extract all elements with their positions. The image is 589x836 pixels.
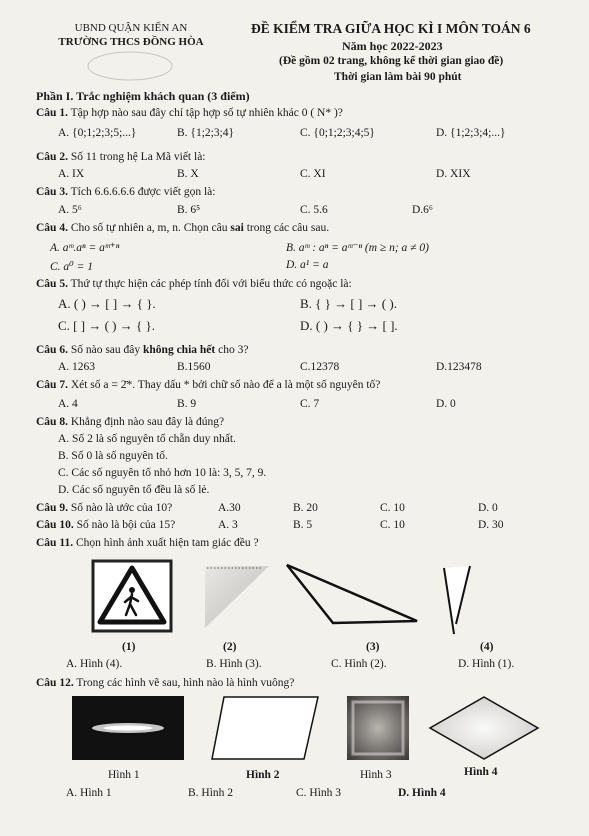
- option-2c[interactable]: C. XI: [300, 168, 326, 180]
- question-text: Số 11 trong hệ La Mã viết là:: [70, 151, 206, 163]
- school-district: UBND QUẬN KIẾN AN: [74, 22, 188, 34]
- option-9d[interactable]: D. 0: [478, 502, 498, 514]
- figure-12-3-label: Hình 3: [360, 769, 392, 781]
- option-7d[interactable]: D. 0: [436, 398, 456, 410]
- option-9b[interactable]: B. 20: [293, 502, 318, 514]
- figure-3-obtuse-triangle: [275, 563, 435, 627]
- option-6b[interactable]: B.1560: [177, 361, 211, 373]
- option-12b[interactable]: B. Hình 2: [188, 787, 234, 799]
- question-text: Tích 6.6.6.6.6 được viết gọn là:: [70, 186, 216, 198]
- question-text: Số nào là bội của 15?: [76, 519, 176, 531]
- page-note: (Đề gồm 02 trang, không kể thời gian giao đề): [279, 55, 504, 67]
- figure-12-1-label: Hình 1: [108, 769, 140, 781]
- exam-title: ĐỀ KIỂM TRA GIỮA HỌC KÌ I MÔN TOÁN 6: [251, 21, 531, 36]
- exam-time: Thời gian làm bài 90 phút: [334, 71, 462, 83]
- question-4: [36, 222, 329, 234]
- question-8: [36, 416, 224, 428]
- option-5b[interactable]: B. { } → [ ] → ( ).: [300, 296, 397, 311]
- figure-3-label: (3): [366, 641, 380, 653]
- question-label: Câu 4.: [36, 222, 68, 234]
- option-2d[interactable]: D. XIX: [436, 168, 471, 180]
- option-1a[interactable]: A. {0;1;2;3;5;...}: [58, 127, 137, 139]
- question-text-pre: Cho số tự nhiên a, m, n. Chọn câu: [70, 222, 231, 234]
- option-4d[interactable]: D. a¹ = a: [286, 259, 329, 271]
- question-label: Câu 1.: [36, 107, 68, 119]
- option-5d[interactable]: D. ( ) → { } → [ ].: [300, 318, 398, 333]
- option-3b[interactable]: B. 6⁵: [177, 204, 201, 216]
- figure-12-1-dark-rectangle: [72, 696, 184, 760]
- option-3a[interactable]: A. 5⁶: [58, 204, 82, 216]
- question-text: Số nào là ước của 10?: [70, 502, 173, 514]
- question-2: [36, 151, 206, 163]
- question-label: Câu 7.: [36, 379, 68, 391]
- school-year: Năm học 2022-2023: [342, 39, 443, 53]
- question-text: Khẳng định nào sau đây là đúng?: [70, 416, 225, 428]
- question-label: Câu 8.: [36, 416, 68, 428]
- question-text: Xét số a = 2̄*. Thay dấu * bởi chữ số nào để a là một số nguyên tố?: [70, 379, 381, 391]
- question-text: Chọn hình ảnh xuất hiện tam giác đều ?: [75, 537, 259, 549]
- school-name: TRƯỜNG THCS ĐỒNG HÒA: [58, 36, 204, 48]
- question-label: Câu 11.: [36, 537, 74, 549]
- option-3d[interactable]: D.6⁶: [412, 204, 433, 216]
- option-6a[interactable]: A. 1263: [58, 361, 96, 373]
- question-text-emphasis: sai: [230, 222, 244, 234]
- option-10a[interactable]: A. 3: [218, 519, 238, 531]
- figure-12-2-label: Hình 2: [246, 769, 280, 781]
- question-text-post: cho 3?: [215, 344, 249, 356]
- option-8b[interactable]: B. Số 0 là số nguyên tố.: [58, 450, 168, 462]
- figure-4-acute-shape: [442, 562, 488, 642]
- question-label: Câu 2.: [36, 151, 68, 163]
- option-6c[interactable]: C.12378: [300, 361, 340, 373]
- option-10d[interactable]: D. 30: [478, 519, 504, 531]
- option-7c[interactable]: C. 7: [300, 398, 320, 410]
- figure-12-4-rhombus: [428, 695, 540, 761]
- figure-2-triangle-ruler: [203, 562, 273, 630]
- option-9a[interactable]: A.30: [218, 502, 241, 514]
- option-11a[interactable]: A. Hình (4).: [66, 658, 123, 670]
- option-1b[interactable]: B. {1;2;3;4}: [177, 127, 235, 139]
- option-11c[interactable]: C. Hình (2).: [331, 658, 387, 670]
- option-1c[interactable]: C. {0;1;2;3;4;5}: [300, 127, 375, 139]
- figure-12-4-label: Hình 4: [464, 766, 498, 778]
- question-label: Câu 6.: [36, 344, 68, 356]
- question-5: [36, 278, 352, 290]
- question-label: Câu 3.: [36, 186, 68, 198]
- option-3c[interactable]: C. 5.6: [300, 204, 328, 216]
- figure-1-label: (1): [122, 641, 136, 653]
- question-12: [36, 677, 294, 689]
- question-1: [36, 107, 343, 119]
- question-7: [36, 379, 380, 391]
- figure-2-label: (2): [223, 641, 237, 653]
- question-text-emphasis: không chia hết: [143, 344, 216, 356]
- option-5a[interactable]: A. ( ) → [ ] → { }.: [58, 296, 156, 311]
- option-11d[interactable]: D. Hình (1).: [458, 658, 515, 670]
- question-text: Trong các hình vẽ sau, hình nào là hình vuông?: [76, 677, 295, 689]
- question-11: [36, 537, 259, 549]
- option-10c[interactable]: C. 10: [380, 519, 405, 531]
- figure-4-label: (4): [480, 641, 494, 653]
- option-12a[interactable]: A. Hình 1: [66, 787, 112, 799]
- question-label: Câu 9.: [36, 502, 68, 514]
- option-5c[interactable]: C. [ ] → ( ) → { }.: [58, 318, 155, 333]
- option-4b[interactable]: B. aᵐ : aⁿ = aᵐ⁻ⁿ (m ≥ n; a ≠ 0): [286, 242, 429, 254]
- option-11b[interactable]: B. Hình (3).: [206, 658, 262, 670]
- option-7b[interactable]: B. 9: [177, 398, 197, 410]
- option-2a[interactable]: A. IX: [58, 168, 85, 180]
- question-3: [36, 186, 215, 198]
- question-label: Câu 5.: [36, 278, 68, 290]
- option-2b[interactable]: B. X: [177, 168, 199, 180]
- question-text-post: trong các câu sau.: [243, 222, 330, 234]
- option-6d[interactable]: D.123478: [436, 361, 482, 373]
- figure-1-pedestrian-sign: [92, 560, 172, 632]
- question-6: [36, 344, 248, 356]
- option-7a[interactable]: A. 4: [58, 398, 78, 410]
- option-1d[interactable]: D. {1;2;3;4;...}: [436, 127, 506, 139]
- question-text: Tập hợp nào sau đây chỉ tập hợp số tự nhiên khác 0 ( N* )?: [70, 107, 343, 119]
- option-12d[interactable]: D. Hình 4: [398, 787, 446, 799]
- question-text-pre: Số nào sau đây: [70, 344, 144, 356]
- question-label: Câu 12.: [36, 677, 74, 689]
- option-12c[interactable]: C. Hình 3: [296, 787, 342, 799]
- figure-12-3-square: [347, 696, 409, 760]
- option-8c[interactable]: C. Các số nguyên tố nhỏ hơn 10 là: 3, 5, 7, 9.: [58, 467, 267, 479]
- option-9c[interactable]: C. 10: [380, 502, 405, 514]
- option-8d[interactable]: D. Các số nguyên tố đều là số lẻ.: [58, 484, 210, 496]
- question-label: Câu 10.: [36, 519, 74, 531]
- question-10: [36, 519, 175, 531]
- option-10b[interactable]: B. 5: [293, 519, 313, 531]
- option-4c[interactable]: C. a⁰ = 1: [50, 261, 94, 273]
- question-9: [36, 502, 172, 514]
- section-title: Phần I. Trắc nghiệm khách quan (3 điểm): [36, 89, 250, 103]
- option-4a[interactable]: A. aᵐ.aⁿ = aᵐ⁺ⁿ: [50, 242, 120, 254]
- option-8a[interactable]: A. Số 2 là số nguyên tố chẵn duy nhất.: [58, 433, 236, 445]
- school-stamp: [80, 48, 180, 88]
- figure-12-2-parallelogram: [210, 695, 320, 761]
- question-text: Thứ tự thực hiện các phép tính đối với biểu thức có ngoặc là:: [70, 278, 352, 290]
